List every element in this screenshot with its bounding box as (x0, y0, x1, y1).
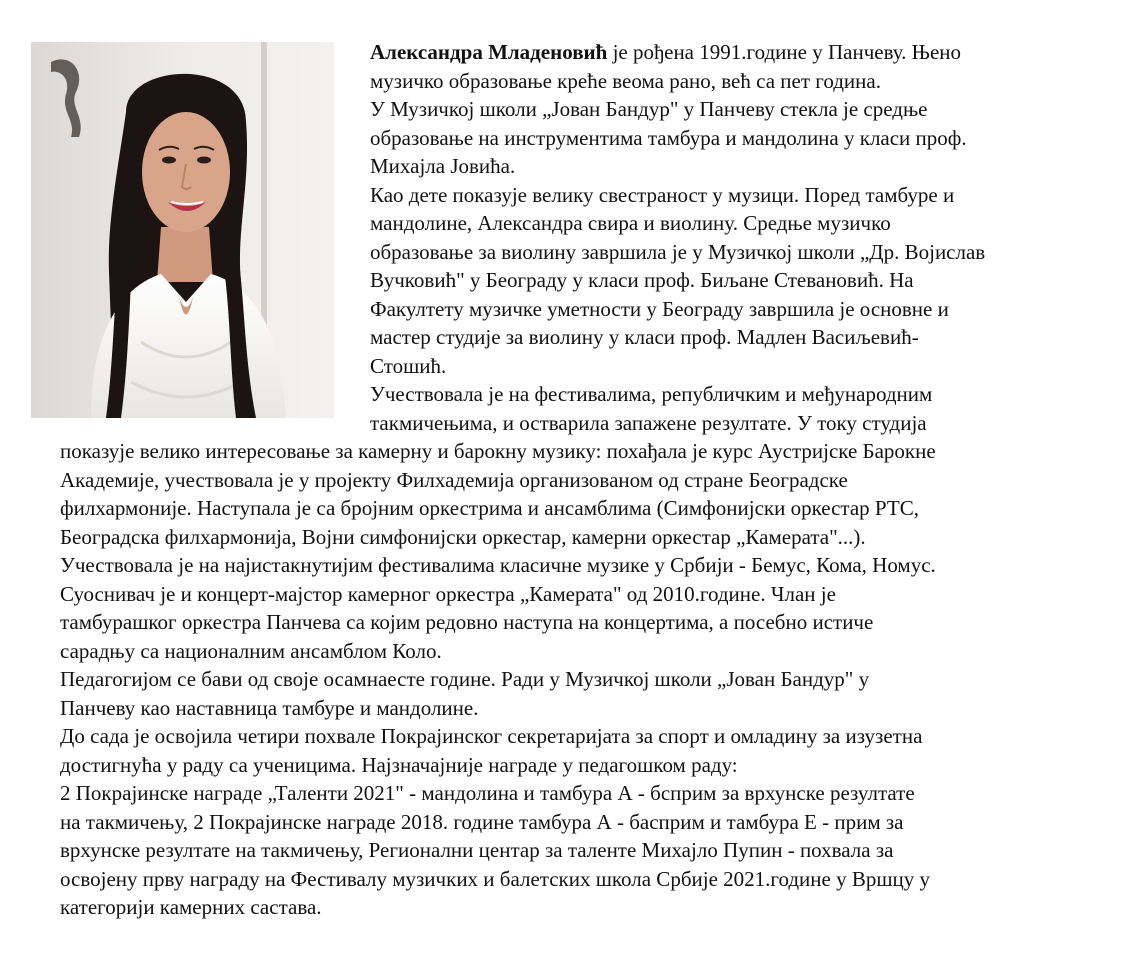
bio-line-23: Педагогијом се бави од своје осамнаесте године. Ради у Музичкој школи „Јован Бандур" у (60, 667, 870, 691)
bio-line-16: Академије, учествовала је у пројекту Филхадемија организованом од стране Београдске (60, 467, 848, 492)
bio-line-19: Учествовала је на најистакнутијим фестивалима класичне музике у Србији - Бемус, Кома, Номус. (60, 553, 936, 577)
bio-line-21: тамбурашког оркестра Панчева са којим редовно наступа на концертима, а посебно истиче (60, 610, 874, 634)
person-name: Александра Младеновић (370, 40, 608, 64)
bio-line-5: Михајла Јовића. (370, 154, 516, 178)
bio-line-3: У Музичкој школи „Јован Бандур" у Панчеву стекла је средње (370, 97, 928, 121)
bio-line-10: Факултету музичке уметности у Београду завршила је основне и (370, 296, 949, 321)
bio-line-13: Учествовала је на фестивалима, републичким и међународним (370, 382, 933, 406)
bio-line-2: музичко образовање креће веома рано, већ са пет година. (370, 68, 881, 93)
bio-line-11: мастер студије за виолину у класи проф. Мадлен Васиљевић- (370, 325, 919, 349)
bio-line-8: образовање за виолину завршила је у Музичкој школи „Др. Војислав (370, 239, 986, 264)
bio-line-31: категорији камерних састава. (60, 895, 322, 919)
bio-line-1: Александра Младеновић је рођена 1991.године у Панчеву. Њено (370, 40, 962, 64)
bio-line-18: Београдска филхармонија, Војни симфонијски оркестар, камерни оркестар „Камерата"...). (60, 524, 866, 549)
bio-line-12: Стошић. (370, 353, 447, 378)
bio-line-9: Вучковић" у Београду у класи проф. Биљане Стевановић. На (370, 268, 914, 292)
biography-text (60, 38, 1120, 922)
bio-line-28: на такмичењу, 2 Покрајинске награде 2018. године тамбура А - басприм и тамбура Е - прим за (60, 809, 904, 834)
bio-line-17: филхармоније. Наступала је са бројним оркестрима и ансамблима (Симфонијски оркестар РТС, (60, 496, 919, 520)
bio-line-14: такмичењима, и остварила запажене резултате. У току студија (370, 410, 927, 435)
bio-line-27: 2 Покрајинске награде „Таленти 2021" - мандолина и тамбура А - бсприм за врхунске резултате (60, 781, 915, 805)
bio-line-24: Панчеву као наставница тамбуре и мандолине. (60, 695, 479, 720)
bio-line-7: мандолине, Александра свира и виолину. Средње музичко (370, 211, 891, 235)
bio-line-4: образовање на инструментима тамбура и мандолина у класи проф. (370, 125, 967, 150)
bio-line-30: освојену прву награду на Фестивалу музичких и балетских школа Србије 2021.године у Вршцу у (60, 866, 931, 891)
bio-line-29: врхунске резултате на такмичењу, Регионални центар за таленте Михајло Пупин - похвала за (60, 838, 894, 862)
bio-line-6: Као дете показује велику свестраност у музици. Поред тамбуре и (370, 182, 955, 207)
bio-line-20: Суоснивач је и концерт-мајстор камерног оркестра „Камерата" од 2010.године. Члан је (60, 581, 836, 606)
bio-line-22: сарадњу са националним ансамблом Коло. (60, 638, 442, 663)
bio-line-15: показује велико интересовање за камерну и барокну музику: похађала је курс Аустријске Барокне (60, 439, 936, 463)
bio-line-26: достигнућа у раду са ученицима. Најзначајније награде у педагошком раду: (60, 752, 738, 777)
bio-line-25: До сада је освојила четири похвале Покрајинског секретаријата за спорт и омладину за изузетна (60, 724, 923, 748)
